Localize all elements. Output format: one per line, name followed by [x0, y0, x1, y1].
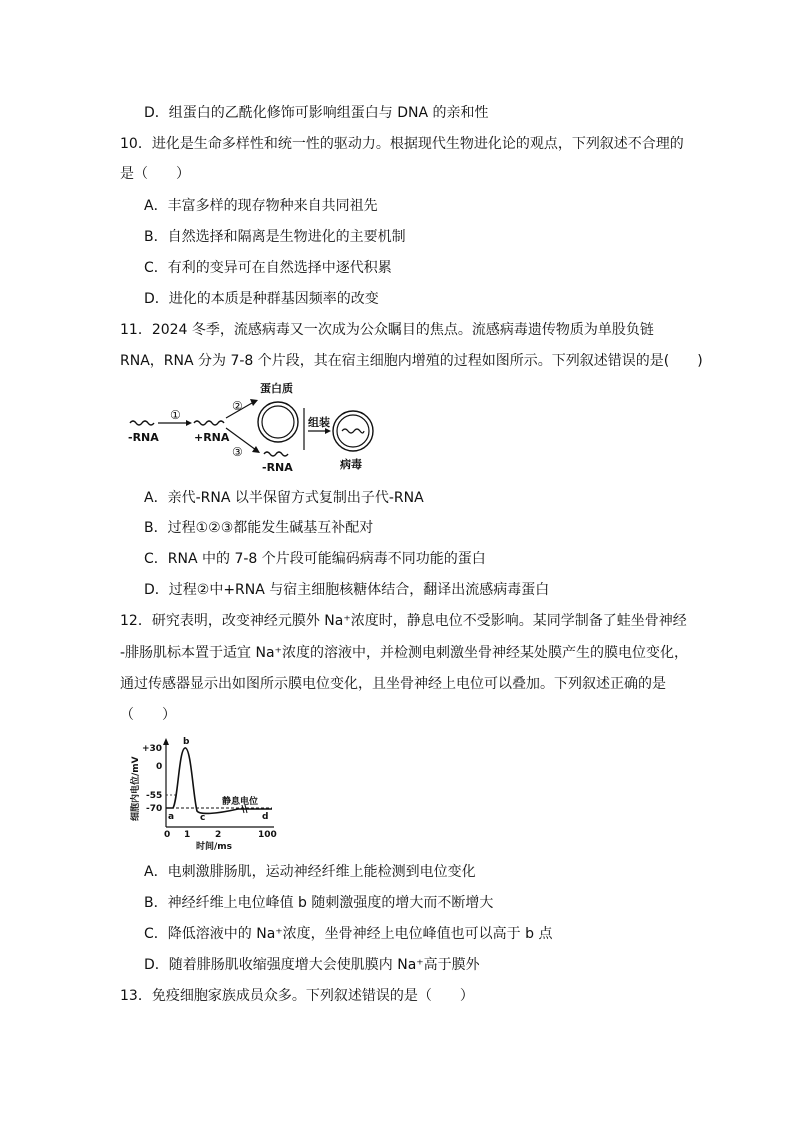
- step1-label: ①: [170, 408, 181, 422]
- ytick-0: 0: [156, 762, 163, 772]
- virus-replication-diagram: [122, 378, 392, 478]
- q12-option-b: B．神经纤维上电位峰值 b 随刺激强度的增大而不断增大: [144, 895, 494, 911]
- q12-stem-line3: 通过传感器显示出如图所示膜电位变化，且坐骨神经上电位可以叠加。下列叙述正确的是: [120, 676, 666, 692]
- minus-rna-out-label: -RNA: [262, 461, 293, 474]
- q11-option-b: B．过程①②③都能发生碱基互补配对: [144, 520, 374, 536]
- q11-option-c: C．RNA 中的 7-8 个片段可能编码病毒不同功能的蛋白: [144, 551, 486, 567]
- xtick-0: 0: [164, 830, 171, 840]
- q11-option-d: D．过程②中+RNA 与宿主细胞核糖体结合，翻译出流感病毒蛋白: [144, 582, 550, 598]
- ytick-plus30: +30: [142, 744, 163, 754]
- q10-stem-line2: 是（ ）: [120, 166, 190, 182]
- q13-stem-line1: 13．免疫细胞家族成员众多。下列叙述错误的是（ ）: [120, 988, 474, 1004]
- assemble-label: 组装: [308, 416, 330, 429]
- resting-potential-label: 静息电位: [222, 797, 259, 807]
- protein-circle: [258, 402, 298, 442]
- ytick-minus70: -70: [146, 804, 163, 814]
- point-c: c: [200, 813, 206, 823]
- chart-xlabel: 时间/ms: [196, 842, 233, 852]
- q10-option-b: B．自然选择和隔离是生物进化的主要机制: [144, 229, 406, 245]
- xtick-1: 1: [184, 830, 191, 840]
- minus-rna-strand: [130, 421, 154, 425]
- q11-stem-line1: 11．2024 冬季，流感病毒又一次成为公众瞩目的焦点。流感病毒遗传物质为单股负链: [120, 322, 654, 338]
- ytick-minus55: -55: [146, 791, 163, 801]
- q12-stem-line4: （ ）: [120, 707, 176, 723]
- xtick-100: 100: [258, 830, 277, 840]
- point-d: d: [262, 812, 269, 822]
- step3-label: ③: [232, 445, 243, 459]
- q10-option-c: C．有利的变异可在自然选择中逐代积累: [144, 260, 392, 276]
- q12-option-d: D．随着腓肠肌收缩强度增大会使肌膜内 Na⁺高于膜外: [144, 957, 480, 973]
- q12-stem-line2: -腓肠肌标本置于适宜 Na⁺浓度的溶液中，并检测电刺激坐骨神经某处膜产生的膜电位变化，: [120, 645, 688, 661]
- step2-label: ②: [232, 399, 243, 413]
- membrane-potential-chart: [126, 735, 286, 853]
- point-b: b: [183, 737, 190, 747]
- q12-option-a: A．电刺激腓肠肌，运动神经纤维上能检测到电位变化: [144, 864, 476, 880]
- q10-option-a: A．丰富多样的现存物种来自共同祖先: [144, 198, 378, 214]
- q9-option-d: D．组蛋白的乙酰化修饰可影响组蛋白与 DNA 的亲和性: [144, 105, 489, 121]
- chart-ylabel: 细胞内电位/mV: [131, 756, 141, 821]
- minus-rna-out-strand: [264, 452, 288, 456]
- q11-stem-line2: RNA，RNA 分为 7-8 个片段，其在宿主细胞内增殖的过程如图所示。下列叙述错误的是( ): [120, 353, 703, 369]
- point-a: a: [168, 812, 175, 822]
- plus-rna-strand: [194, 421, 224, 425]
- q11-option-a: A．亲代-RNA 以半保留方式复制出子代-RNA: [144, 490, 424, 506]
- q10-stem-line1: 10．进化是生命多样性和统一性的驱动力。根据现代生物进化论的观点，下列叙述不合理的: [120, 136, 684, 152]
- q10-option-d: D．进化的本质是种群基因频率的改变: [144, 291, 379, 307]
- plus-rna-label: +RNA: [194, 431, 230, 444]
- xtick-2: 2: [215, 830, 222, 840]
- virus-label: 病毒: [340, 458, 362, 471]
- protein-label: 蛋白质: [260, 382, 293, 395]
- minus-rna-label: -RNA: [128, 431, 159, 444]
- q12-option-c: C．降低溶液中的 Na⁺浓度，坐骨神经上电位峰值也可以高于 b 点: [144, 926, 553, 942]
- virus-circle: [333, 411, 373, 451]
- q12-stem-line1: 12．研究表明，改变神经元膜外 Na⁺浓度时，静息电位不受影响。某同学制备了蛙坐骨神经: [120, 613, 687, 629]
